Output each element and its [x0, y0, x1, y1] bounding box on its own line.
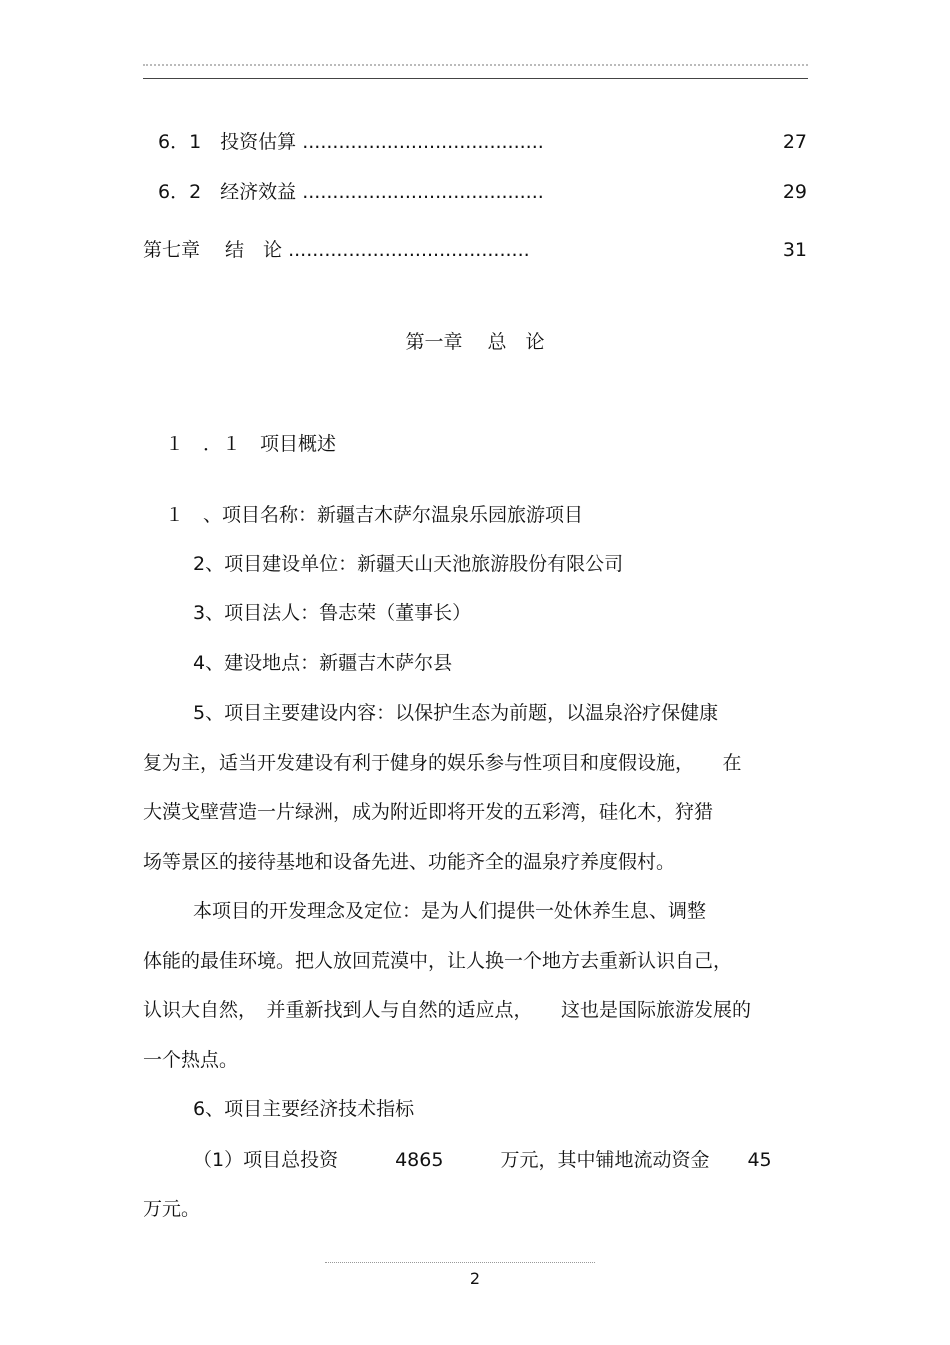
indicator-investment-line-1: （1）项目总投资 4865 万元，其中铺地流动资金 45	[193, 1149, 772, 1171]
concept-line-4: 一个热点。	[143, 1049, 239, 1071]
section-title: １ ．１ 项目概述	[165, 433, 337, 455]
concept-line-3: 认识大自然， 并重新找到人与自然的适应点， 这也是国际旅游发展的	[143, 999, 752, 1021]
item-builder: 2、项目建设单位：新疆天山天池旅游股份有限公司	[193, 553, 624, 575]
indicator-investment-line-2: 万元。	[143, 1198, 201, 1220]
concept-line-2: 体能的最佳环境。把人放回荒漠中，让人换一个地方去重新认识自己，	[143, 950, 733, 972]
item-project-name: １ 、项目名称：新疆吉木萨尔温泉乐园旅游项目	[165, 504, 584, 526]
footer-rule	[325, 1262, 595, 1263]
header-rule	[143, 64, 808, 79]
item-content-line-3: 大漠戈壁营造一片绿洲，成为附近即将开发的五彩湾，硅化木，狩猎	[143, 801, 714, 823]
toc-entry-6-2[interactable]: 6．2 经济效益 ........................................	[158, 181, 544, 203]
toc-page-6-2: 29	[782, 181, 807, 203]
item-indicators: 6、项目主要经济技术指标	[193, 1098, 415, 1120]
item-legal-person: 3、项目法人：鲁志荣（董事长）	[193, 602, 472, 624]
item-content-line-1: 5、项目主要建设内容：以保护生态为前题，以温泉浴疗保健康	[193, 702, 719, 724]
item-content-line-2: 复为主，适当开发建设有利于健身的娱乐参与性项目和度假设施， 在	[143, 752, 742, 774]
toc-entry-chapter-7[interactable]: 第七章 结 论 ........................................	[143, 239, 530, 261]
chapter-title: 第一章 总 论	[405, 331, 545, 353]
toc-entry-6-1[interactable]: 6．1 投资估算 ........................................	[158, 131, 544, 153]
page-number: 2	[469, 1269, 481, 1288]
toc-page-chapter-7: 31	[782, 239, 807, 261]
item-location: 4、建设地点：新疆吉木萨尔县	[193, 652, 453, 674]
item-content-line-4: 场等景区的接待基地和设备先进、功能齐全的温泉疗养度假村。	[143, 851, 676, 873]
concept-line-1: 本项目的开发理念及定位：是为人们提供一处休养生息、调整	[193, 900, 707, 922]
toc-page-6-1: 27	[782, 131, 807, 153]
